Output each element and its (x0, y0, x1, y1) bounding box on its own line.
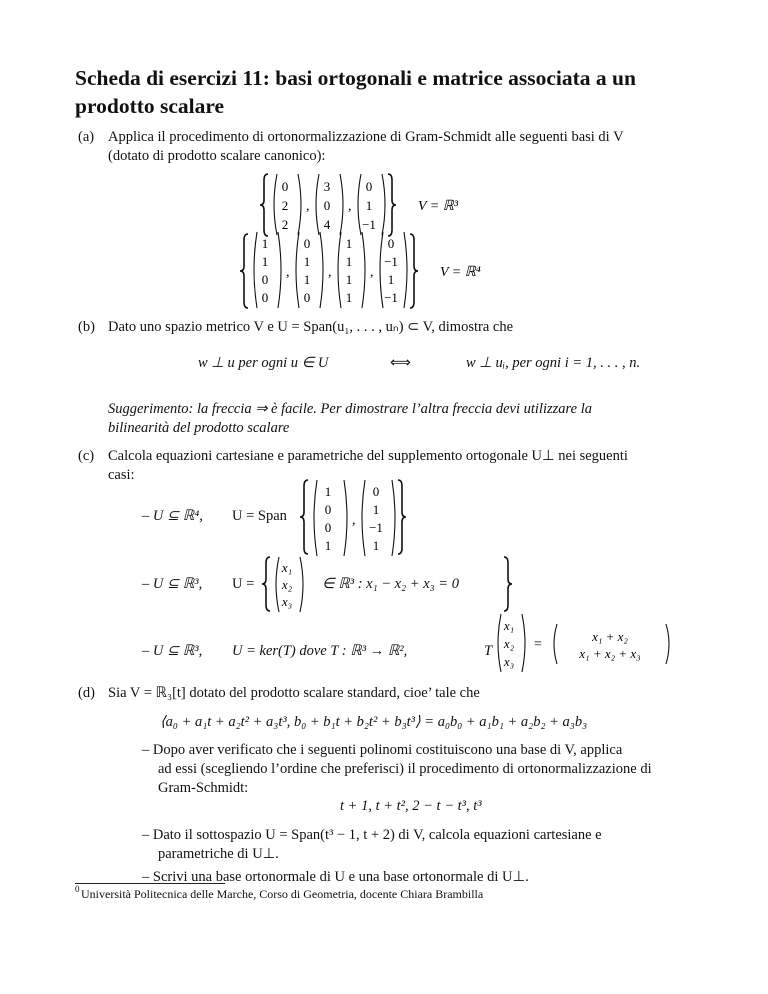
item-c-text-line1: Calcola equazioni cartesiane e parametriche del supplemento ortogonale U⊥ nei seguenti (108, 448, 628, 464)
item-a-text-line2: (dotato di prodotto scalare canonico): (108, 148, 326, 164)
right-brace (388, 174, 396, 236)
basis-r3-space: V = ℝ³ (418, 199, 459, 214)
left-paren (314, 480, 317, 556)
basis-r4-vector-entry: 1 (345, 236, 353, 251)
footnote-mark: 0 (75, 884, 80, 894)
basis-r4-vector-entry: −1 (384, 290, 398, 305)
basis-r3-vector-entry: 2 (281, 198, 289, 213)
item-c-label: (c) (78, 448, 95, 464)
right-paren (522, 614, 525, 672)
case3-kernel-definition: U = ker(T) dove T : ℝ³ → ℝ², (232, 643, 408, 659)
comma-separator: , (328, 265, 332, 280)
basis-r3-vector-entry: 3 (323, 179, 331, 194)
left-brace (260, 174, 268, 236)
case3-label: – U ⊆ ℝ³, (142, 643, 203, 659)
item-d-polynomials: t + 1, t + t², 2 − t − t³, t³ (340, 798, 482, 814)
right-brace (398, 480, 406, 554)
case3-vector-entry: x₁ (503, 618, 515, 633)
footnote-text: Università Politecnica delle Marche, Corso di Geometria, docente Chiara Brambilla (81, 887, 484, 901)
left-paren (296, 232, 299, 308)
case1-vector-entry: 1 (324, 538, 332, 553)
basis-r4-vector-entry: 1 (345, 254, 353, 269)
right-paren (404, 232, 407, 308)
item-d-point1-line3: Gram-Schmidt: (158, 780, 249, 796)
right-paren (340, 174, 343, 235)
item-a-text-line1: Applica il procedimento di ortonormalizzazione di Gram-Schmidt alle seguenti basi di V (108, 129, 624, 145)
case2-label: – U ⊆ ℝ³, (142, 576, 203, 592)
right-paren (362, 232, 365, 308)
item-d-label: (d) (78, 685, 95, 701)
left-brace (300, 480, 308, 554)
basis-r4-vector-entry: 1 (303, 272, 311, 287)
basis-r3-vector-entry: −1 (362, 217, 376, 232)
left-paren (274, 174, 277, 235)
basis-r4-vector-entry: 0 (303, 236, 311, 251)
case1-vector-entry: 1 (372, 502, 380, 517)
footnote-rule (75, 883, 225, 884)
item-b-hint-line1: Suggerimento: la freccia ⇒ è facile. Per dimostrare l’altra freccia devi utilizzare la (108, 401, 592, 417)
basis-r4-vector-entry: 1 (261, 236, 269, 251)
comma-separator: , (348, 199, 352, 214)
item-b-left-statement: w ⊥ u per ogni u ∈ U (198, 355, 329, 371)
basis-r3-vector-entry: 4 (323, 217, 331, 232)
case1-vector-entry: 1 (372, 538, 380, 553)
item-b-right-statement: w ⊥ uᵢ, per ogni i = 1, . . . , n. (466, 355, 641, 371)
item-b-iff-arrow: ⟺ (390, 355, 411, 371)
case2-vector-entry: x₂ (281, 577, 293, 592)
left-paren (362, 480, 365, 556)
item-b-text: Dato uno spazio metrico V e U = Span(u₁, . . . , uₙ) ⊂ V, dimostra che (108, 319, 514, 335)
basis-r4-vector-entry: 1 (345, 272, 353, 287)
item-d-point2-line1: – Dato il sottospazio U = Span(t³ − 1, t + 2) di V, calcola equazioni cartesiane e (142, 827, 602, 843)
item-d-point1-line1: – Dopo aver verificato che i seguenti polinomi costituiscono una base di V, applica (142, 742, 623, 758)
item-b-hint-line2: bilinearità del prodotto scalare (108, 420, 290, 436)
basis-r4-vector-entry: 1 (303, 254, 311, 269)
left-paren (338, 232, 341, 308)
case1-vector-entry: −1 (369, 520, 383, 535)
case1-vector-entry: 1 (324, 484, 332, 499)
basis-r4 (236, 230, 576, 310)
case3-vector-entry: x₂ (503, 636, 515, 651)
basis-r3-vector-entry: 0 (281, 179, 289, 194)
item-c-text-line2: casi: (108, 467, 135, 483)
item-a-label: (a) (78, 129, 95, 145)
right-paren (344, 480, 347, 556)
case3-equals: = (534, 637, 542, 652)
right-paren (298, 174, 301, 235)
basis-r4-space: V = ℝ⁴ (440, 265, 481, 280)
case1-vector-entry: 0 (372, 484, 380, 499)
case1-vector-entry: 0 (324, 502, 332, 517)
case3-image-entry: x₁ + x₂ + x₃ (579, 646, 641, 661)
case3-image-entry: x₁ + x₂ (592, 629, 628, 644)
case2-vector-entry: x₃ (281, 594, 293, 609)
page-title: Scheda di esercizi 11: basi ortogonali e matrice associata a un prodotto scalare (75, 66, 636, 118)
item-d-point3: – Scrivi una base ortonormale di U e una base ortonormale di U⊥. (142, 869, 529, 885)
item-d-point1-line2: ad essi (scegliendo l’ordine che preferisci) il procedimento di ortonormalizzazione di (158, 761, 652, 777)
left-paren (254, 232, 257, 308)
right-paren (320, 232, 323, 308)
right-paren (392, 480, 395, 556)
left-brace (262, 557, 270, 611)
comma-separator: , (286, 265, 290, 280)
right-paren (300, 557, 303, 612)
case3-map-symbol: T (484, 643, 493, 659)
basis-r3-vector-entry: 0 (365, 179, 373, 194)
basis-r3-vector-entry: 2 (281, 217, 289, 232)
left-paren (554, 624, 557, 664)
right-paren (666, 624, 669, 664)
left-paren (498, 614, 501, 672)
left-paren (276, 557, 279, 612)
case3-map (494, 612, 674, 674)
right-paren (382, 174, 385, 235)
left-paren (358, 174, 361, 235)
basis-r4-vector-entry: 1 (345, 290, 353, 305)
left-paren (316, 174, 319, 235)
case2-eq-label: U = (232, 576, 255, 592)
item-d-scalar-product: ⟨a₀ + a₁t + a₂t² + a₃t³, b₀ + b₁t + b₂t² + b₃t³⟩ = a₀b₀ + a₁b₁ + a₂b₂ + a₃b₃ (160, 714, 588, 730)
right-brace (504, 557, 512, 611)
case3-vector-entry: x₃ (503, 654, 515, 669)
case1-label: – U ⊆ ℝ⁴, (142, 508, 203, 524)
comma-separator: , (370, 265, 374, 280)
basis-r3-vector-entry: 0 (323, 198, 331, 213)
basis-r4-vector-entry: 0 (303, 290, 311, 305)
case1-vector-entry: 0 (324, 520, 332, 535)
comma-separator: , (352, 513, 356, 528)
basis-r4-vector-entry: 0 (387, 236, 395, 251)
item-b-label: (b) (78, 319, 95, 335)
comma-separator: , (306, 199, 310, 214)
left-brace (240, 234, 248, 308)
case1-span-label: U = Span (232, 508, 287, 524)
right-brace (410, 234, 418, 308)
basis-r4-vector-entry: −1 (384, 254, 398, 269)
basis-r4-vector-entry: 1 (261, 254, 269, 269)
basis-r3-vector-entry: 1 (365, 198, 373, 213)
basis-r4-vector-entry: 1 (387, 272, 395, 287)
case1-span-vectors (296, 478, 456, 556)
item-d-text: Sia V = ℝ₃[t] dotato del prodotto scalare standard, cioe’ tale che (108, 685, 480, 701)
case2-condition: ∈ ℝ³ : x₁ − x₂ + x₃ = 0 (322, 576, 459, 592)
item-d-point2-line2: parametriche di U⊥. (158, 846, 279, 862)
left-paren (380, 232, 383, 308)
basis-r4-vector-entry: 0 (261, 290, 269, 305)
right-paren (278, 232, 281, 308)
case2-vector-entry: x₁ (281, 560, 293, 575)
basis-r4-vector-entry: 0 (261, 272, 269, 287)
